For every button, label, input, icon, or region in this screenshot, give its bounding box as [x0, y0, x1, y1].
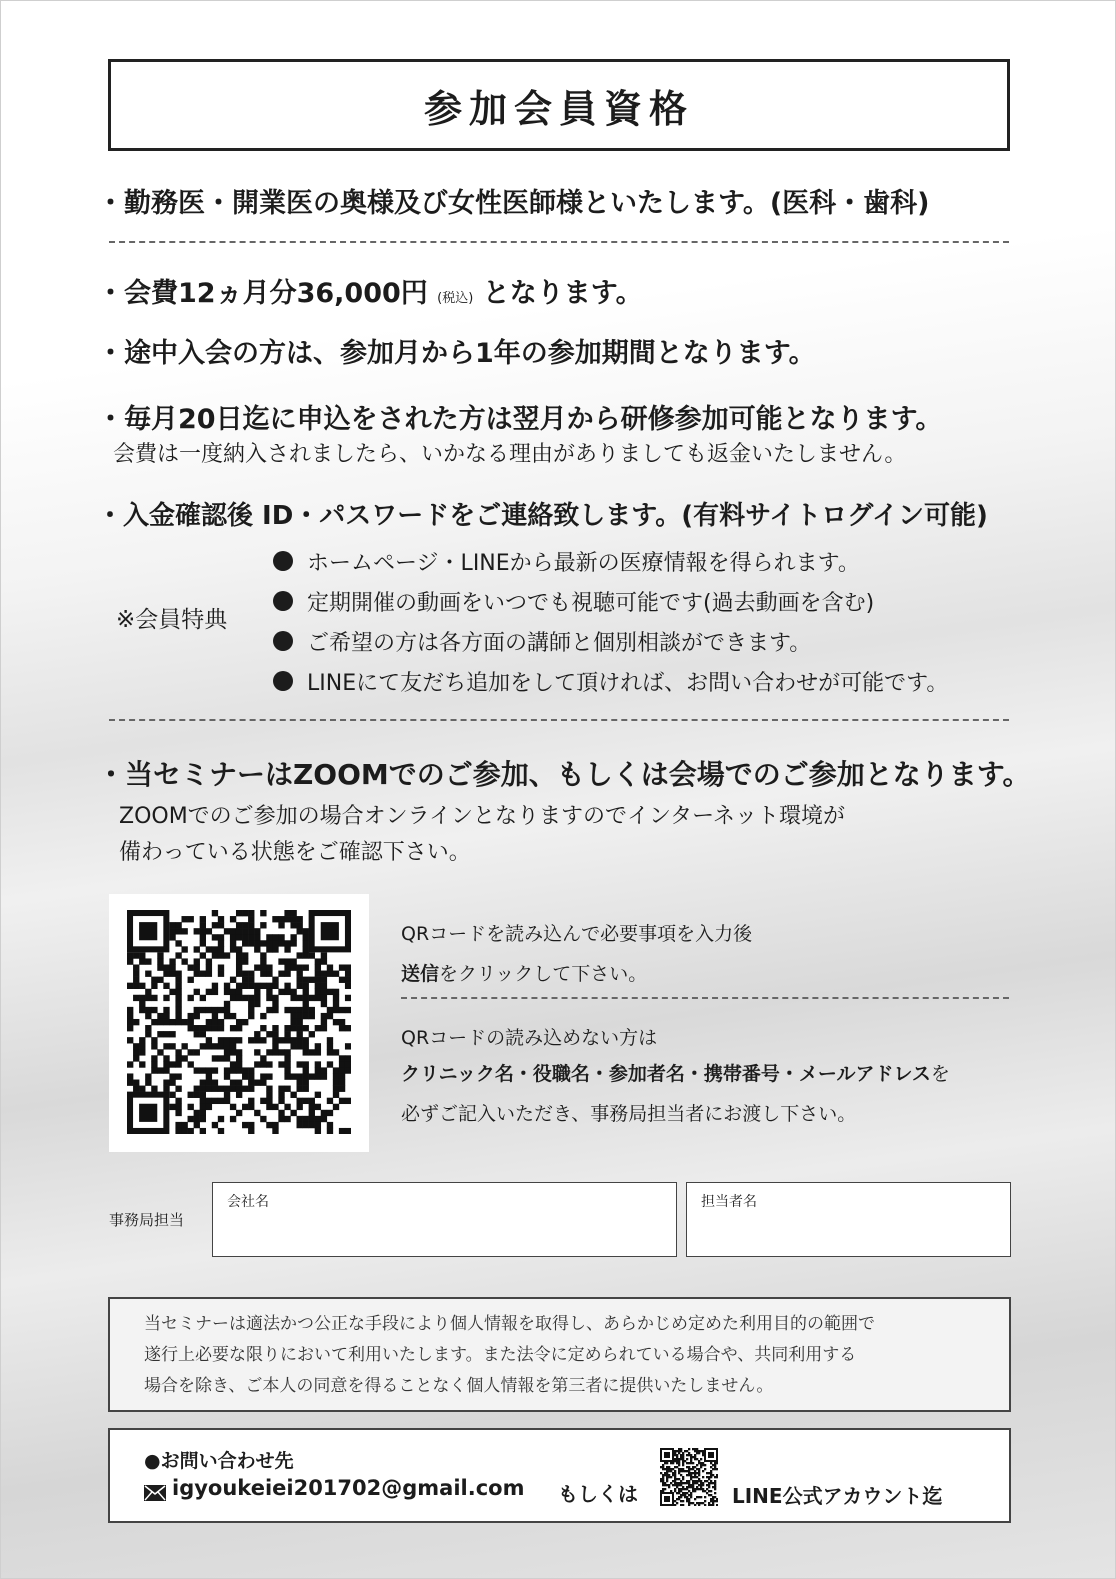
- line-account-text: LINE公式アカウント迄: [732, 1484, 943, 1508]
- fee-tax: (税込): [437, 291, 474, 306]
- perks-label: ※会員特典: [116, 607, 228, 633]
- bullet-dot-icon: [273, 631, 293, 651]
- bullet-dot-icon: [273, 671, 293, 691]
- title-box: [108, 59, 1010, 151]
- bullet-dot-icon: [273, 591, 293, 611]
- midjoin-text: ・途中入会の方は、参加月から1年の参加期間となります。: [97, 338, 816, 369]
- privacy-line: 遂行上必要な限りにおいて利用いたします。また法令に定められている場合や、共同利用する: [144, 1345, 857, 1365]
- contact-box: [108, 1428, 1011, 1523]
- bullet-dot-icon: [273, 551, 293, 571]
- person-name-field[interactable]: [686, 1182, 1011, 1257]
- fee-main: ・会費12ヵ月分36,000円: [97, 278, 428, 309]
- perk-text: ホームページ・LINEから最新の医療情報を得られます。: [307, 550, 860, 576]
- company-name-label: 会社名: [227, 1194, 269, 1210]
- dashed-divider: [401, 997, 1009, 999]
- perk-text: ご希望の方は各方面の講師と個別相談ができます。: [307, 630, 812, 656]
- dashed-divider: [109, 719, 1009, 721]
- qr-instruction-3: QRコードの読み込めない方は: [401, 1027, 658, 1049]
- fee-text: [97, 271, 643, 310]
- eligibility-text: ・勤務医・開業医の奥様及び女性医師様といたします。(医科・歯科): [97, 188, 930, 219]
- deadline-text: ・毎月20日迄に申込をされた方は翌月から研修参加可能となります。: [97, 404, 943, 435]
- perk-item: [273, 661, 948, 701]
- refund-text: 会費は一度納入されましたら、いかなる理由がありましても返金いたしません。: [113, 442, 907, 467]
- zoom-text: ・当セミナーはZOOMでのご参加、もしくは会場でのご参加となります。: [97, 758, 1031, 791]
- person-name-label: 担当者名: [701, 1194, 757, 1210]
- registration-qr-code[interactable]: [109, 894, 369, 1152]
- staff-label: 事務局担当: [109, 1211, 185, 1229]
- perk-text: LINEにて友だち追加をして頂ければ、お問い合わせが可能です。: [307, 670, 949, 696]
- qr-instruction-2-rest: をクリックして下さい。: [439, 963, 648, 985]
- privacy-notice: [108, 1297, 1011, 1412]
- page-title: 参加会員資格: [423, 86, 694, 131]
- privacy-line: 場合を除き、ご本人の同意を得ることなく個人情報を第三者に提供いたしません。: [144, 1376, 774, 1396]
- qr-instruction-4-rest: を: [930, 1063, 950, 1085]
- fee-end: となります。: [482, 278, 643, 309]
- perk-item: [273, 541, 948, 581]
- perks-list: [273, 541, 948, 701]
- qr-instruction-1: QRコードを読み込んで必要事項を入力後: [401, 923, 753, 945]
- required-fields-emphasis: クリニック名・役職名・参加者名・携帯番号・メールアドレス: [401, 1063, 931, 1085]
- qr-instruction-4: [401, 1059, 950, 1086]
- qr-instruction-2: [401, 959, 647, 986]
- contact-title: ●お問い合わせ先: [144, 1450, 294, 1472]
- privacy-line: 当セミナーは適法かつ公正な手段により個人情報を取得し、あらかじめ定めた利用目的の範囲で: [144, 1314, 875, 1334]
- contact-or-text: もしくは: [558, 1482, 638, 1506]
- dashed-divider: [109, 241, 1009, 243]
- zoom-subtext-1: ZOOMでのご参加の場合オンラインとなりますのでインターネット環境が: [119, 804, 846, 829]
- perk-item: [273, 621, 948, 661]
- perk-text: 定期開催の動画をいつでも視聴可能です(過去動画を含む): [307, 590, 875, 616]
- qr-code-icon: [127, 910, 351, 1134]
- mail-icon: [144, 1485, 166, 1501]
- contact-email-link[interactable]: igyoukeiei201702@gmail.com: [172, 1476, 525, 1500]
- company-name-field[interactable]: [212, 1182, 677, 1257]
- qr-instruction-5: 必ずご記入いただき、事務局担当者にお渡し下さい。: [401, 1103, 857, 1125]
- login-text: ・入金確認後 ID・パスワードをご連絡致します。(有料サイトログイン可能): [97, 501, 988, 531]
- line-qr-code-icon[interactable]: [660, 1448, 718, 1506]
- zoom-subtext-2: 備わっている状態をご確認下さい。: [119, 840, 471, 865]
- perk-item: [273, 581, 948, 621]
- send-emphasis: 送信: [401, 963, 440, 985]
